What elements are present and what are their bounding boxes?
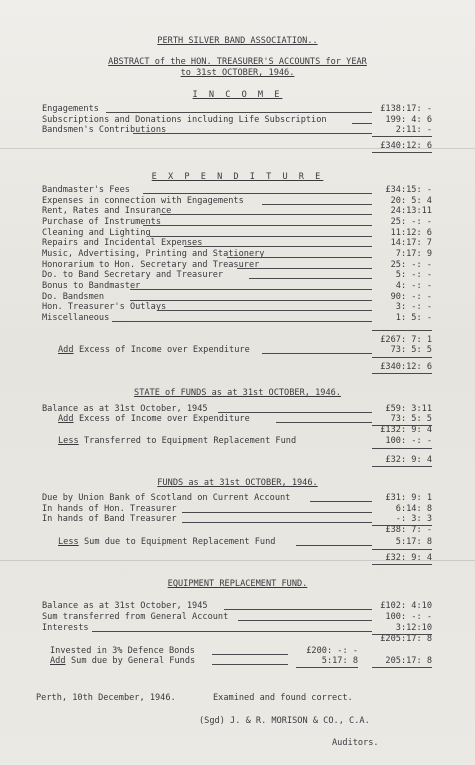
row-amount: 11:12: 6 xyxy=(390,227,432,238)
expenditure-row xyxy=(0,228,475,239)
income-heading: I N C O M E xyxy=(192,90,283,100)
row-amount: £102: 4:10 xyxy=(380,601,432,611)
row-label: Expenses in connection with Engagements xyxy=(42,195,244,206)
row-amount: £31: 9: 1 xyxy=(385,493,432,503)
leader-rule xyxy=(160,214,372,215)
row-label: Interests xyxy=(42,623,89,633)
row-prefix: Add xyxy=(58,345,74,355)
row-label: Do. Bandsmen xyxy=(42,291,105,302)
funds-heading: FUNDS as at 31st OCTOBER, 1946. xyxy=(157,478,318,488)
add-row xyxy=(0,414,475,425)
total-rule xyxy=(372,466,432,467)
funds-row xyxy=(0,504,475,515)
row-label: Cleaning and Lighting xyxy=(42,227,151,238)
leader-rule xyxy=(262,353,372,354)
row-label: Rent, Rates and Insurance xyxy=(42,206,172,217)
equipment-row xyxy=(0,612,475,623)
row-amount: £132: 9: 4 xyxy=(380,425,432,435)
row-label: Bandsmen's Contributions xyxy=(42,125,167,136)
row-amount: £200: -: - xyxy=(306,646,358,656)
equipment-total-row xyxy=(0,656,475,667)
expenditure-row xyxy=(0,313,475,324)
expenditure-heading: E X P E N D I T U R E xyxy=(151,172,324,182)
expenditure-row xyxy=(0,196,475,207)
row-prefix: Add xyxy=(58,414,74,424)
total-rule xyxy=(372,357,432,358)
row-label: Sum due to Equipment Replacement Fund xyxy=(84,537,276,547)
row-amount: 25: -: - xyxy=(390,216,432,227)
row-amount: £38: 7: - xyxy=(385,525,432,535)
row-label: Miscellaneous xyxy=(42,312,110,323)
leader-rule xyxy=(112,321,372,322)
row-amount: 73: 5: 5 xyxy=(390,345,432,355)
row-amount: 6:14: 8 xyxy=(395,503,432,514)
income-row xyxy=(0,125,475,136)
row-amount: 100: -: - xyxy=(385,436,432,446)
row-label: Engagements xyxy=(42,104,99,114)
funds-row xyxy=(0,493,475,504)
funds-row xyxy=(0,514,475,525)
row-amount: 14:17: 7 xyxy=(390,238,432,249)
equipment-fund-heading: EQUIPMENT REPLACEMENT FUND. xyxy=(167,579,308,589)
row-amount: £32: 9: 4 xyxy=(385,553,432,563)
leader-rule xyxy=(227,257,372,258)
document-subtitle: to 31st OCTOBER, 1946. xyxy=(180,68,295,78)
leader-rule xyxy=(150,236,372,237)
leader-rule xyxy=(352,123,372,124)
leader-rule xyxy=(130,300,372,301)
row-label: In hands of Hon. Treasurer xyxy=(42,503,177,514)
expenditure-row xyxy=(0,260,475,271)
income-total xyxy=(0,141,475,152)
equipment-row xyxy=(0,623,475,634)
state-of-funds-heading: STATE of FUNDS as at 31st OCTOBER, 1946. xyxy=(134,388,341,398)
auditor-signature: (Sgd) J. & R. MORISON & CO., C.A. xyxy=(199,716,370,726)
row-amount: 7:17: 9 xyxy=(395,248,432,259)
expenditure-row xyxy=(0,249,475,260)
expenditure-row xyxy=(0,302,475,313)
row-amount: £205:17: 8 xyxy=(380,634,432,644)
expenditure-row xyxy=(0,281,475,292)
row-amount: 1: 5: - xyxy=(395,312,432,323)
leader-rule xyxy=(212,654,288,655)
leader-rule xyxy=(182,512,372,513)
funds-less-row xyxy=(0,537,475,548)
leader-rule xyxy=(238,620,372,621)
row-label: Excess of Income over Expenditure xyxy=(79,345,250,355)
examined-statement: Examined and found correct. xyxy=(213,693,353,703)
row-label: Sum due by General Funds xyxy=(71,656,196,666)
row-amount: 5: -: - xyxy=(395,270,432,281)
row-amount: 25: -: - xyxy=(390,259,432,270)
total-rule xyxy=(372,330,432,331)
funds-subtotal xyxy=(0,525,475,536)
row-amount: 5:17: 8 xyxy=(321,656,358,666)
leader-rule xyxy=(276,422,372,423)
leader-rule xyxy=(310,501,372,502)
row-label: Invested in 3% Defence Bonds xyxy=(50,646,195,656)
row-label: Do. to Band Secretary and Treasurer xyxy=(42,270,224,281)
row-amount: £267: 7: 1 xyxy=(380,335,432,345)
leader-rule xyxy=(296,545,372,546)
expenditure-total xyxy=(0,362,475,373)
row-amount: 3:12:10 xyxy=(395,623,432,633)
row-label: Bonus to Bandmaster xyxy=(42,280,141,291)
row-label: Balance as at 31st October, 1945 xyxy=(42,404,208,414)
row-amount: 5:17: 8 xyxy=(395,537,432,547)
row-amount: 90: -: - xyxy=(390,291,432,302)
leader-rule xyxy=(133,133,372,134)
row-label: Music, Advertising, Printing and Stationery xyxy=(42,248,265,259)
report-date: Perth, 10th December, 1946. xyxy=(36,693,176,703)
total-rule xyxy=(372,667,432,668)
row-label: Subscriptions and Donations including Life Subscription xyxy=(42,114,327,125)
leader-rule xyxy=(262,204,372,205)
leader-rule xyxy=(157,310,372,311)
row-label: Due by Union Bank of Scotland on Current Account xyxy=(42,493,291,503)
state-of-funds-subtotal xyxy=(0,425,475,436)
expenditure-row xyxy=(0,206,475,217)
org-title: PERTH SILVER BAND ASSOCIATION.. xyxy=(157,36,318,46)
row-label: Repairs and Incidental Expenses xyxy=(42,238,203,249)
row-amount: 4: -: - xyxy=(395,280,432,291)
document-title: ABSTRACT of the HON. TREASURER'S ACCOUNTS for YEAR xyxy=(108,57,367,67)
row-amount: -: 3: 3 xyxy=(395,514,432,525)
row-amount: 73: 5: 5 xyxy=(390,414,432,424)
row-amount: £340:12: 6 xyxy=(380,362,432,372)
expenditure-row xyxy=(0,185,475,196)
funds-total xyxy=(0,553,475,564)
row-prefix: Add xyxy=(50,656,66,666)
expenditure-row xyxy=(0,238,475,249)
row-amount: 2:11: - xyxy=(395,125,432,136)
excess-row xyxy=(0,345,475,356)
row-label: Balance as at 31st October, 1945 xyxy=(42,601,208,611)
income-row xyxy=(0,115,475,126)
row-label: Honorarium to Hon. Secretary and Treasurer xyxy=(42,259,260,270)
leader-rule xyxy=(224,609,372,610)
row-amount: £32: 9: 4 xyxy=(385,455,432,465)
row-label: Transferred to Equipment Replacement Fund xyxy=(84,436,297,446)
row-label: Excess of Income over Expenditure xyxy=(79,414,250,424)
expenditure-row xyxy=(0,292,475,303)
leader-rule xyxy=(143,193,372,194)
less-row xyxy=(0,436,475,447)
leader-rule xyxy=(218,412,372,413)
leader-rule xyxy=(184,246,372,247)
auditors-label: Auditors. xyxy=(332,738,379,748)
row-amount: £138:17: - xyxy=(380,104,432,114)
total-rule xyxy=(372,373,432,374)
row-label: Sum transferred from General Account xyxy=(42,612,229,622)
row-amount: 205:17: 8 xyxy=(385,656,432,666)
total-rule xyxy=(372,136,432,137)
total-rule xyxy=(372,152,432,153)
leader-rule xyxy=(143,225,372,226)
row-prefix: Less xyxy=(58,436,79,446)
total-rule xyxy=(372,448,432,449)
leader-rule xyxy=(92,631,372,632)
row-amount: 24:13:11 xyxy=(390,206,432,217)
leader-rule xyxy=(106,112,372,113)
row-amount: 100: -: - xyxy=(385,612,432,622)
row-amount: £59: 3:11 xyxy=(385,404,432,414)
income-row xyxy=(0,104,475,115)
row-amount: £34:15: - xyxy=(385,185,432,195)
row-amount: 20: 5: 4 xyxy=(390,195,432,206)
total-rule xyxy=(372,564,432,565)
leader-rule xyxy=(249,278,372,279)
row-label: Bandmaster's Fees xyxy=(42,185,130,195)
state-of-funds-total xyxy=(0,455,475,466)
leader-rule xyxy=(182,522,372,523)
row-label: In hands of Band Treasurer xyxy=(42,514,177,525)
row-label: Hon. Treasurer's Outlays xyxy=(42,302,167,313)
expenditure-row xyxy=(0,270,475,281)
row-label: Purchase of Instruments xyxy=(42,216,161,227)
total-rule xyxy=(296,667,358,668)
total-rule xyxy=(372,549,432,550)
leader-rule xyxy=(237,268,372,269)
row-prefix: Less xyxy=(58,537,79,547)
equipment-subtotal xyxy=(0,634,475,645)
expenditure-row xyxy=(0,217,475,228)
leader-rule xyxy=(130,289,372,290)
equipment-row xyxy=(0,601,475,612)
row-amount: 199: 4: 6 xyxy=(385,114,432,125)
row-amount: 3: -: - xyxy=(395,302,432,313)
row-amount: £340:12: 6 xyxy=(380,141,432,151)
